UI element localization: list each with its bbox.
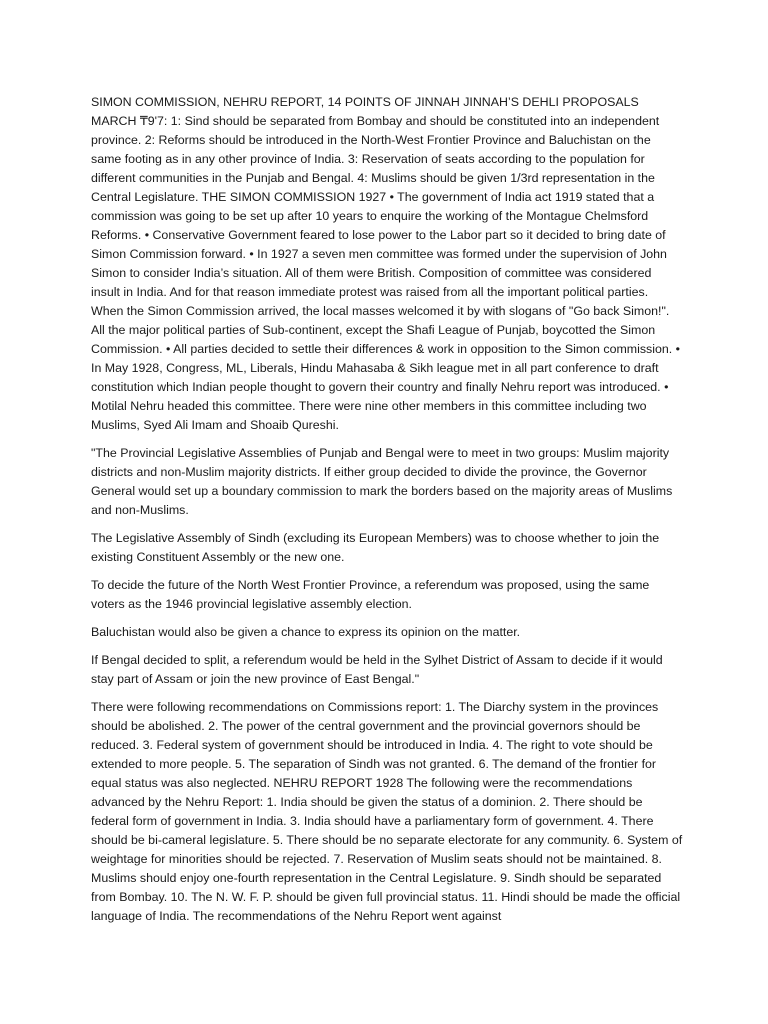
paragraph-provincial-assemblies: "The Provincial Legislative Assemblies of Punjab and Bengal were to meet in two groups: Muslim majority districts and non-Muslim majority districts. If either group decided to divide the province, the Governor General would set up a boundary commission to mark the borders based on the majority areas of Muslims and non-Muslims. — [91, 446, 673, 517]
paragraph-baluchistan: Baluchistan would also be given a chance to express its opinion on the matter. — [91, 625, 521, 639]
paragraph-bengal-referendum: If Bengal decided to split, a referendum would be held in the Sylhet District of Assam to decide if it would stay part of Assam or join the new province of East Bengal." — [91, 653, 663, 686]
paragraph-sindh-assembly: The Legislative Assembly of Sindh (excluding its European Members) was to choose whether to join the existing Constituent Assembly or the new one. — [91, 531, 660, 564]
paragraph-nwfp-referendum: To decide the future of the North West Frontier Province, a referendum was proposed, using the same voters as the 1946 provincial legislative assembly election. — [91, 578, 650, 611]
paragraph-simon-commission-overview: SIMON COMMISSION, NEHRU REPORT, 14 POINTS OF JINNAH JINNAH’S DEHLI PROPOSALS MARCH ₸9'7: 1: Sind should be separated from Bombay and should be constituted into an independent province. 2: Reforms should be introduced in the North-West Frontier Province and Baluchistan on the same footing as in any other province of India. 3: Reservation of seats according to the population for different communities in the Punjab and Bengal. 4: Muslims should be given 1/3rd representation in the Central Legislature. THE SIMON COMMISSION 1927 • The government of India act 1919 stated that a commission was going to be set up after 10 years to enquire the working of the Montague Chelmsford Reforms. • Conservative Government feared to lose power to the Labor part so it decided to bring date of Simon Commission forward. • In 1927 a seven men committee was formed under the supervision of John Simon to consider India’s situation. All of them were British. Composition of committee was considered insult in India. And for that reason immediate protest was raised from all the important political parties. When the Simon Commission arrived, the local masses welcomed it by with slogans of "Go back Simon!". All the major political parties of Sub-continent, except the Shafi League of Punjab, boycotted the Simon Commission. • All parties decided to settle their differences & work in opposition to the Simon commission. • In May 1928, Congress, ML, Liberals, Hindu Mahasaba & Sikh league met in all part conference to draft constitution which Indian people thought to govern their country and finally Nehru report was introduced. • Motilal Nehru headed this committee. There were nine other members in this committee including two Muslims, Syed Ali Imam and Shoaib Qureshi. — [91, 95, 681, 432]
paragraph-recommendations: There were following recommendations on Commissions report: 1. The Diarchy system in the provinces should be abolished. 2. The power of the central government and the provincial governors should be reduced. 3. Federal system of government should be introduced in India. 4. The right to vote should be extended to more people. 5. The separation of Sindh was not granted. 6. The demand of the frontier for equal status was also neglected. NEHRU REPORT 1928 The following were the recommendations advanced by the Nehru Report: 1. India should be given the status of a dominion. 2. There should be federal form of government in India. 3. India should have a parliamentary form of government. 4. There should be bi-cameral legislature. 5. There should be no separate electorate for any community. 6. System of weightage for minorities should be rejected. 7. Reservation of Muslim seats should not be maintained. 8. Muslims should enjoy one-fourth representation in the Central Legislature. 9. Sindh should be separated from Bombay. 10. The N. W. F. P. should be given full provincial status. 11. Hindi should be made the official language of India. The recommendations of the Nehru Report went against — [91, 700, 683, 923]
document-page — [91, 93, 683, 935]
